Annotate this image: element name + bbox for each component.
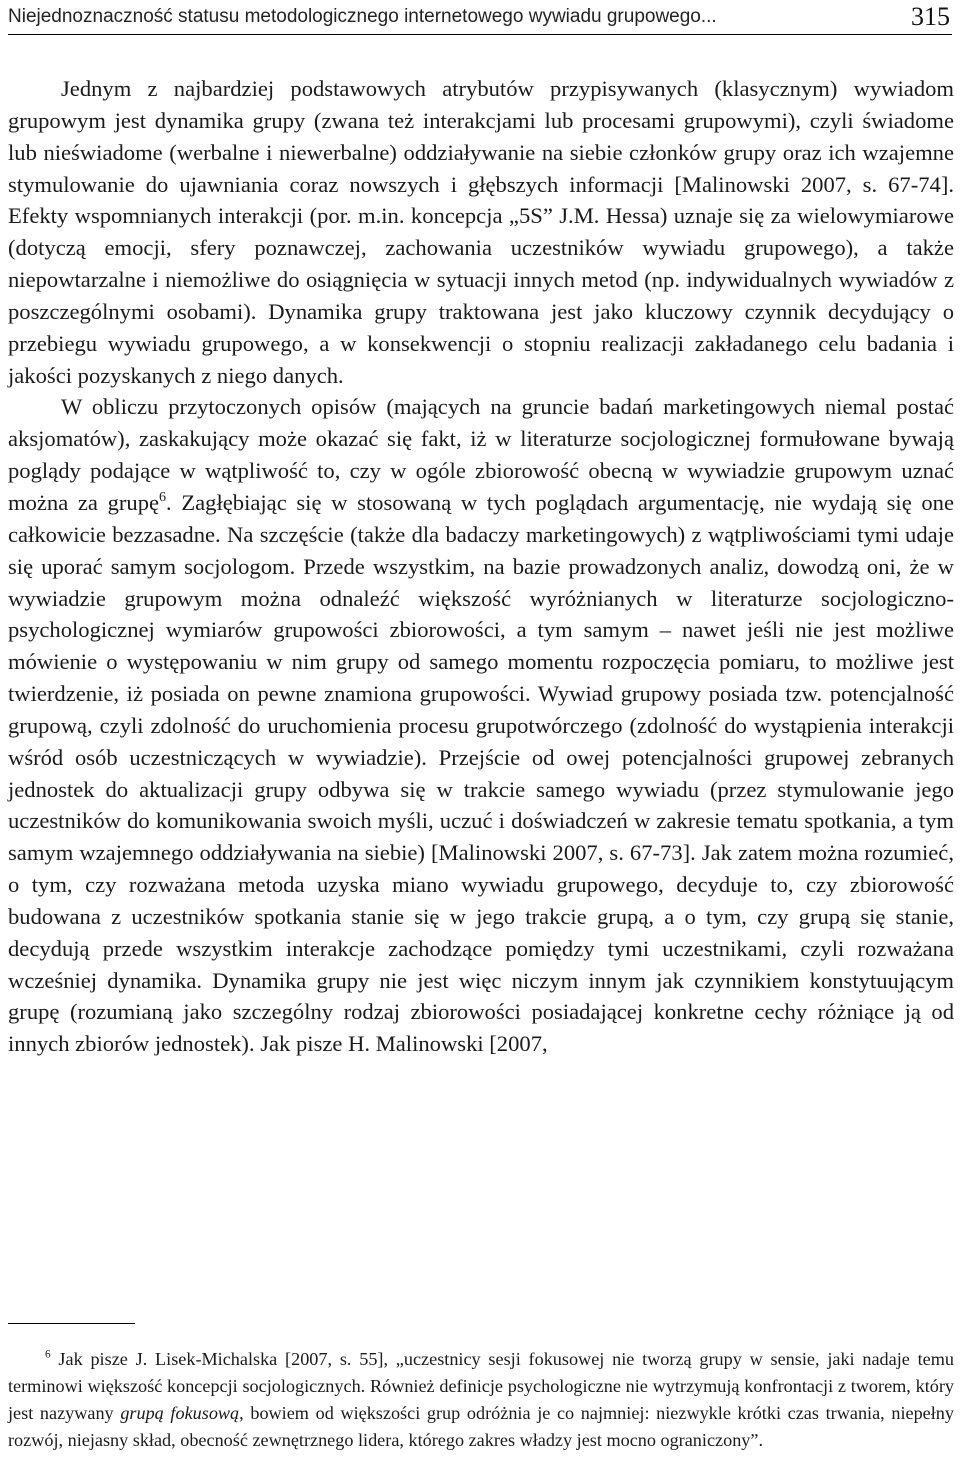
footnote-number: 6	[45, 1348, 51, 1361]
footnote-emphasis: grupą fokusową	[120, 1402, 240, 1423]
footnote	[8, 1346, 954, 1454]
footnote-text: Jak pisze J. Lisek-Michalska [2007, s. 55], „uczestnicy sesji fokusowej nie tworzą grupy w sensie, jaki nadaje temu terminowi większość koncepcji socjologicznych. Również definicje psychologiczne nie wytrzymują konfrontacji z tworem, który jest nazywany	[8, 1349, 954, 1423]
footnote-reference[interactable]: 6	[159, 489, 167, 505]
paragraph: Jednym z najbardziej podstawowych atrybutów przypisywanych (klasycznym) wywiadom grupowym jest dynamika grupy (zwana też interakcjami lub procesami grupowymi), czyli świadome lub nieświadome (werbalne i niewerbalne) oddziaływanie na siebie członków grupy oraz ich wzajemne stymulowanie do ujawniania coraz nowszych i głębszych informacji [Malinowski 2007, s. 67-74]. Efekty wspomnianych interakcji (por. m.in. koncepcja „5S” J.M. Hessa) uznaje się za wielowymiarowe (dotyczą emocji, sfery poznawczej, zachowania uczestników wywiadu grupowego), a także niepowtarzalne i niemożliwe do osiągnięcia w sytuacji innych metod (np. indywidualnych wywiadów z poszczególnymi osobami). Dynamika grupy traktowana jest jako kluczowy czynnik decydujący o przebiegu wywiadu grupowego, a w konsekwencji o stopniu realizacji zakładanego celu badania i jakości pozyskanych z niego danych.	[8, 76, 954, 388]
paragraph	[8, 391, 954, 1060]
paragraph-text: . Zagłębiając się w stosowaną w tych poglądach argumentację, nie wydają się one całkowicie bezzasadne. Na szczęście (także dla badaczy marketingowych) z wątpliwościami tymi udaje się uporać samym socjologom. Przede wszystkim, na bazie prowadzonych analiz, dowodzą oni, że w wywiadzie grupowym można odnaleźć większość wyróżnianych w literaturze socjologiczno-psychologicznej wymiarów grupowości zbiorowości, a tym samym – nawet jeśli nie jest możliwe mówienie o występowaniu w nim grupy od samego momentu rozpoczęcia pomiaru, to możliwe jest twierdzenie, iż posiada on pewne znamiona grupowości. Wywiad grupowy posiada tzw. potencjalność grupową, czyli zdolność do uruchomienia procesu grupotwórczego (zdolność do wystąpienia interakcji wśród osób uczestniczących w wywiadzie). Przejście od owej potencjalności grupowej zebranych jednostek do aktualizacji grupy odbywa się w trakcie samego wywiadu (przez stymulowanie jego uczestników do komunikowania swoich myśli, uczuć i doświadczeń w zakresie tematu spotkania, a tym samym wzajemnego oddziaływania na siebie) [Malinowski 2007, s. 67-73]. Jak zatem można rozumieć, o tym, czy rozważana metoda uzyska miano wywiadu grupowego, decyduje to, czy zbiorowość budowana z uczestników spotkania stanie się w jego trakcie grupą, a o tym, czy grupą się stanie, decydują przede wszystkim interakcje zachodzące pomiędzy tymi uczestnikami, czyli rozważana wcześniej dynamika. Dynamika grupy nie jest więc niczym innym jak czynnikiem konstytuującym grupę (rozumianą jako szczególny rodzaj zbiorowości posiadającej konkretne cechy różniące ją od innych zbiorów jednostek). Jak pisze H. Malinowski [2007,	[8, 489, 955, 1057]
paragraph-text: W obliczu przytoczonych opisów (mających na gruncie badań marketingowych niemal postać aksjomatów), zaskakujący może okazać się fakt, iż w literaturze socjologicznej formułowane bywają poglądy podające w wątpliwość to, czy w ogóle zbiorowość obecną w wywiadzie grupowym uznać można za grupę	[8, 394, 954, 515]
running-title: Niejednoznaczność statusu metodologicznego internetowego wywiadu grupowego...	[8, 6, 717, 27]
page-number: 315	[911, 2, 950, 31]
main-text	[8, 73, 954, 1060]
footnote-text: , bowiem od większości grup odróżnia je co najmniej: niezwykle krótki czas trwania, niepełny rozwój, niejasny skład, obecność zewnętrznego lidera, którego zakres władzy jest mocno ograniczony”.	[8, 1402, 954, 1450]
running-header	[8, 4, 952, 35]
footnote-separator	[8, 1323, 135, 1324]
